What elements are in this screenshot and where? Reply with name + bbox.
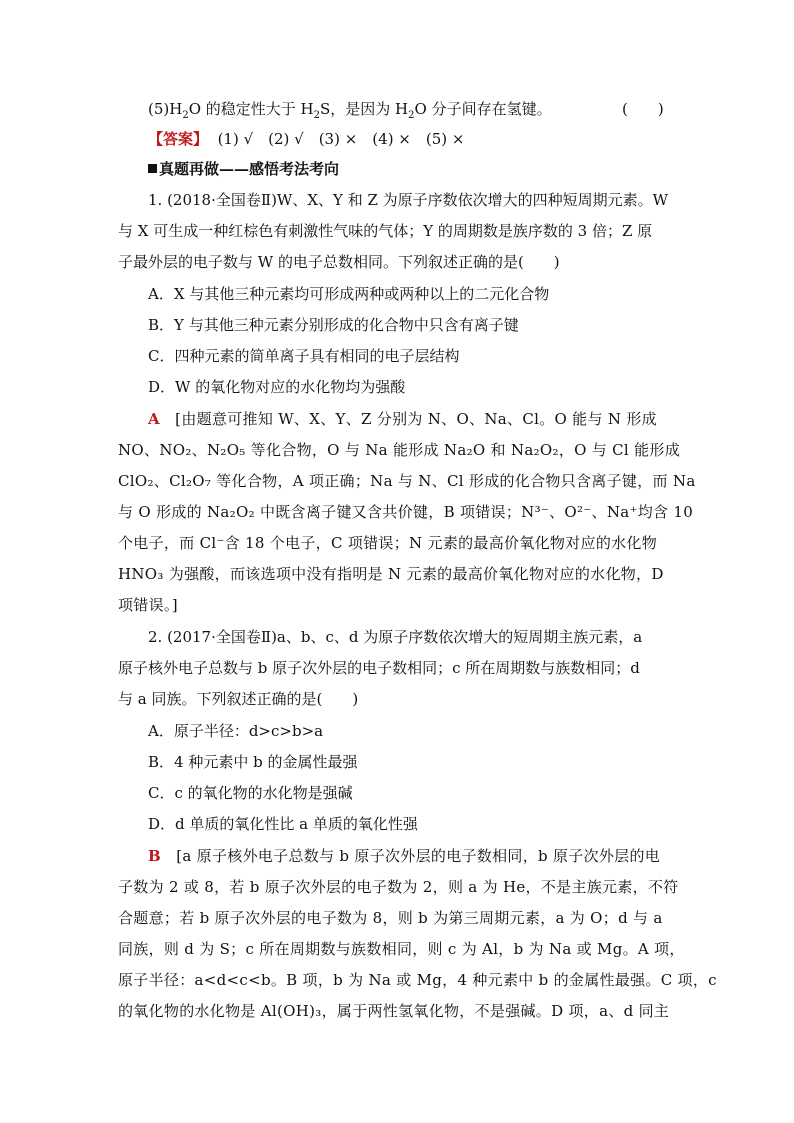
problem1-option: C．四种元素的简单离子具有相同的电子层结构 bbox=[148, 347, 460, 365]
solution-text: [由题意可推知 W、X、Y、Z 分别为 N、O、Na、Cl。O 能与 N 形成 bbox=[175, 410, 657, 428]
section-title bbox=[148, 159, 339, 179]
problem1-solution-line: 个电子，而 Cl⁻含 18 个电子，C 项错误；N 元素的最高价氧化物对应的水化物 bbox=[118, 534, 658, 552]
problem2-line: 2. (2017·全国卷Ⅱ)a、b、c、d 为原子序数依次增大的短周期主族元素，a bbox=[148, 628, 643, 646]
problem1-line: 与 X 可生成一种红棕色有刺激性气味的气体；Y 的周期数是族序数的 3 倍；Z 原 bbox=[118, 222, 653, 240]
answer-line bbox=[148, 129, 464, 149]
problem1-solution-line: NO、NO₂、N₂O₅ 等化合物，O 与 Na 能形成 Na₂O 和 Na₂O₂，O 与 Cl 能形成 bbox=[118, 441, 680, 459]
problem1-solution-line: 与 O 形成的 Na₂O₂ 中既含离子键又含共价键，B 项错误；N³⁻、O²⁻、Na⁺均含 10 bbox=[118, 503, 694, 521]
problem2-solution-line: 子数为 2 或 8，若 b 原子次外层的电子数为 2，则 a 为 He，不是主族元素，不符 bbox=[118, 878, 679, 896]
problem2-solution-line: 原子半径：a<d<c<b。B 项，b 为 Na 或 Mg，4 种元素中 b 的金属性最强。C 项，c bbox=[118, 971, 717, 989]
answer-label: 【答案】 bbox=[148, 130, 209, 148]
problem2-option: C．c 的氧化物的水化物是强碱 bbox=[148, 784, 353, 802]
problem2-option: D．d 单质的氧化性比 a 单质的氧化性强 bbox=[148, 815, 418, 833]
subscript: 2 bbox=[408, 110, 415, 121]
problem1-option: A．X 与其他三种元素均可形成两种或两种以上的二元化合物 bbox=[148, 285, 550, 303]
statement-5-text: O 的稳定性大于 H bbox=[188, 100, 314, 118]
problem1-solution-line: HNO₃ 为强酸，而该选项中没有指明是 N 元素的最高价氧化物对应的水化物，D bbox=[118, 565, 664, 583]
problem2-solution-line: 同族，则 d 为 S；c 所在周期数与族数相同，则 c 为 Al，b 为 Na 或 Mg。A 项， bbox=[118, 940, 685, 958]
statement-5 bbox=[148, 99, 552, 119]
statement-5-text: (5)H bbox=[148, 100, 183, 118]
problem1-line: 子最外层的电子数与 W 的电子总数相同。下列叙述正确的是( ) bbox=[118, 253, 560, 271]
problem1-option: D．W 的氧化物对应的水化物均为强酸 bbox=[148, 378, 406, 396]
problem1-solution-line bbox=[148, 409, 657, 429]
problem1-answer-letter: A bbox=[148, 410, 160, 428]
problem2-solution-line bbox=[148, 846, 660, 866]
solution-text: [a 原子核外电子总数与 b 原子次外层的电子数相同，b 原子次外层的电 bbox=[176, 847, 661, 865]
problem2-line: 原子核外电子总数与 b 原子次外层的电子数相同；c 所在周期数与族数相同；d bbox=[118, 659, 640, 677]
problem2-line: 与 a 同族。下列叙述正确的是( ) bbox=[118, 690, 359, 708]
subscript: 2 bbox=[182, 110, 189, 121]
problem2-option: B．4 种元素中 b 的金属性最强 bbox=[148, 753, 358, 771]
problem1-solution-line: 项错误。] bbox=[118, 596, 178, 614]
problem1-option: B．Y 与其他三种元素分别形成的化合物中只含有离子键 bbox=[148, 316, 519, 334]
statement-5-text: S，是因为 H bbox=[320, 100, 409, 118]
square-bullet-icon bbox=[148, 164, 157, 173]
problem1-solution-line: ClO₂、Cl₂O₇ 等化合物，A 项正确；Na 与 N、Cl 形成的化合物只含离子键，而 Na bbox=[118, 472, 696, 490]
answer-text: (1) √ (2) √ (3) × (4) × (5) × bbox=[217, 130, 465, 148]
problem1-line: 1. (2018·全国卷Ⅱ)W、X、Y 和 Z 为原子序数依次增大的四种短周期元素。W bbox=[148, 191, 669, 209]
problem2-solution-line: 合题意；若 b 原子次外层的电子数为 8，则 b 为第三周期元素，a 为 O；d 与 a bbox=[118, 909, 663, 927]
problem2-option: A．原子半径：d>c>b>a bbox=[148, 722, 324, 740]
answer-paren: ( ) bbox=[622, 100, 664, 118]
statement-5-text: O 分子间存在氢键。 bbox=[414, 100, 552, 118]
section-title-text: 真题再做——感悟考法考向 bbox=[159, 160, 340, 178]
problem2-answer-letter: B bbox=[148, 847, 161, 865]
subscript: 2 bbox=[313, 110, 321, 121]
problem2-solution-line: 的氧化物的水化物是 Al(OH)₃，属于两性氢氧化物，不是强碱。D 项，a、d 同主 bbox=[118, 1002, 670, 1020]
